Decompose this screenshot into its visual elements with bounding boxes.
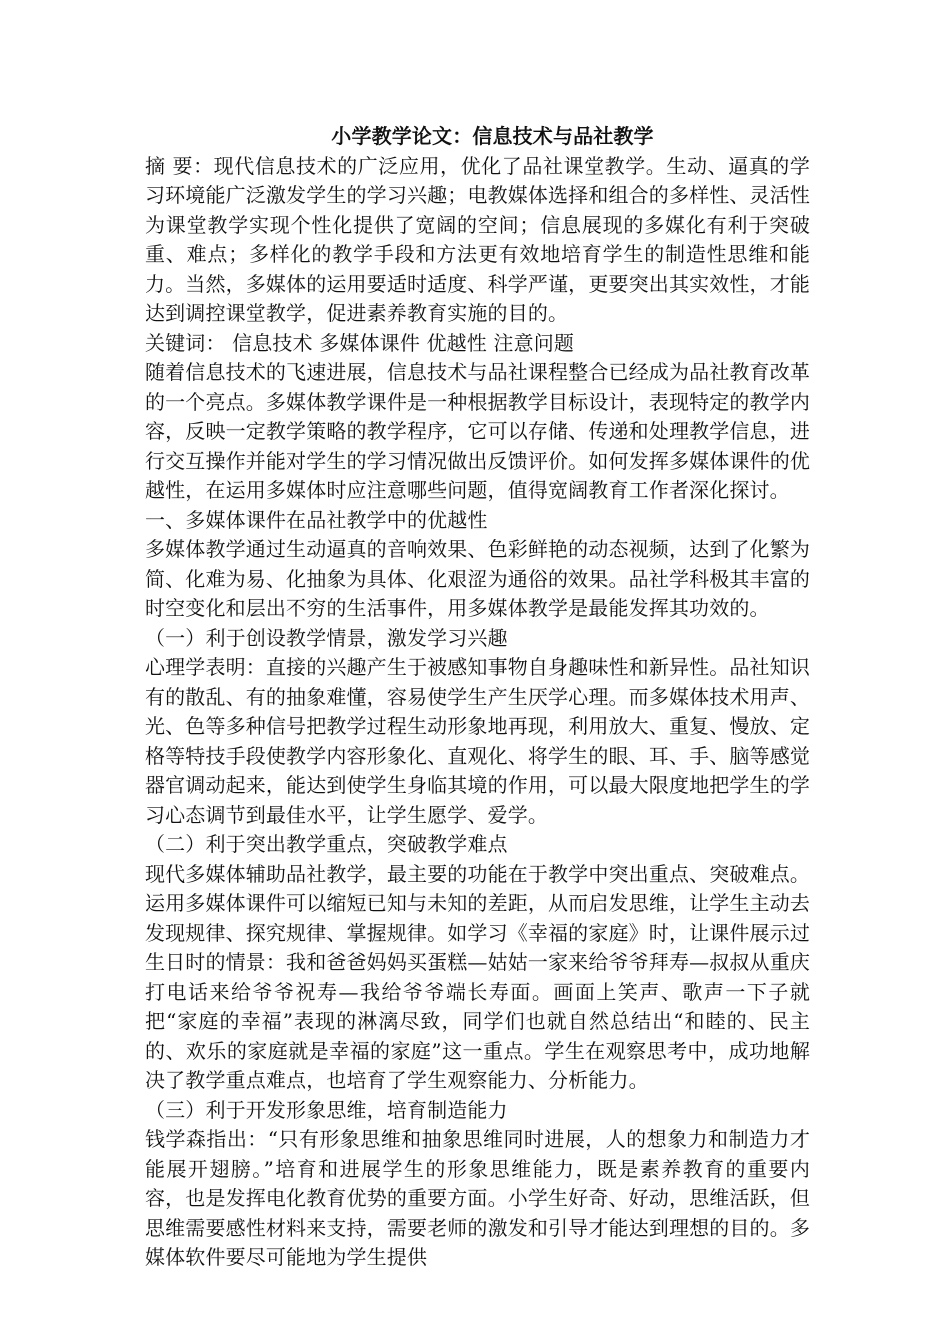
subsection-paragraph-1: 心理学表明：直接的兴趣产生于被感知事物自身趣味性和新异性。品社知识有的散乱、有的抽象难懂，容易使学生产生厌学心理。而多媒体技术用声、光、色等多种信号把教学过程生动形象地再现，利用放大、重复、慢放、定格等特技手段使教学内容形象化、直观化、将学生的眼、耳、手、脑等感觉器官调动起来，能达到使学生身临其境的作用，可以最大限度地把学生的学习心态调节到最佳水平，让学生愿学、爱学。 [145,655,810,827]
abstract-paragraph: 摘 要：现代信息技术的广泛应用，优化了品社课堂教学。生动、逼真的学习环境能广泛激发学生的学习兴趣；电教媒体选择和组合的多样性、灵活性为课堂教学实现个性化提供了宽阔的空间；信息展现的多媒化有利于突破重、难点；多样化的教学手段和方法更有效地培育学生的制造性思维和能力。当然，多媒体的运用要适时适度、科学严谨，更要突出其实效性，才能达到调控课堂教学，促进素养教育实施的目的。 [145,153,810,325]
section-paragraph-1: 多媒体教学通过生动逼真的音响效果、色彩鲜艳的动态视频，达到了化繁为简、化难为易、化抽象为具体、化艰涩为通俗的效果。品社学科极其丰富的时空变化和层出不穷的生活事件，用多媒体教学是最能发挥其功效的。 [145,537,810,620]
document-page [145,122,810,1273]
subsection-paragraph-2: 现代多媒体辅助品社教学，最主要的功能在于教学中突出重点、突破难点。运用多媒体课件可以缩短已知与未知的差距，从而启发思维，让学生主动去发现规律、探究规律、掌握规律。如学习《幸福的家庭》时，让课件展示过生日时的情景：我和爸爸妈妈买蛋糕—姑姑一家来给爷爷拜寿—叔叔从重庆打电话来给爷爷祝寿—我给爷爷端长寿面。画面上笑声、歌声一下子就把“家庭的幸福”表现的淋漓尽致，同学们也就自然总结出“和睦的、民主的、欢乐的家庭就是幸福的家庭”这一重点。学生在观察思考中，成功地解决了教学重点难点，也培育了学生观察能力、分析能力。 [145,861,810,1092]
subsection-heading-3: （三）利于开发形象思维，培育制造能力 [145,1097,508,1122]
document-title: 小学教学论文：信息技术与品社教学 [331,124,654,148]
subsection-paragraph-3: 钱学森指出：“只有形象思维和抽象思维同时进展，人的想象力和制造力才能展开翅膀。”培育和进展学生的形象思维能力，既是素养教育的重要内容，也是发挥电化教育优势的重要方面。小学生好奇、好动，思维活跃，但思维需要感性材料来支持，需要老师的激发和引导才能达到理想的目的。多媒体软件要尽可能地为学生提供 [145,1127,810,1269]
keywords-line: 关键词： 信息技术 多媒体课件 优越性 注意问题 [145,330,575,355]
intro-paragraph: 随着信息技术的飞速进展，信息技术与品社课程整合已经成为品社教育改革的一个亮点。多媒体教学课件是一种根据教学目标设计，表现特定的教学内容，反映一定教学策略的教学程序，它可以存储、传递和处理教学信息，进行交互操作并能对学生的学习情况做出反馈评价。如何发挥多媒体课件的优越性，在运用多媒体时应注意哪些问题，值得宽阔教育工作者深化探讨。 [145,360,810,502]
section-heading-1: 一、多媒体课件在品社教学中的优越性 [145,507,488,532]
subsection-heading-2: （二）利于突出教学重点，突破教学难点 [145,832,508,856]
subsection-heading-1: （一）利于创设教学情景，激发学习兴趣 [145,625,508,650]
